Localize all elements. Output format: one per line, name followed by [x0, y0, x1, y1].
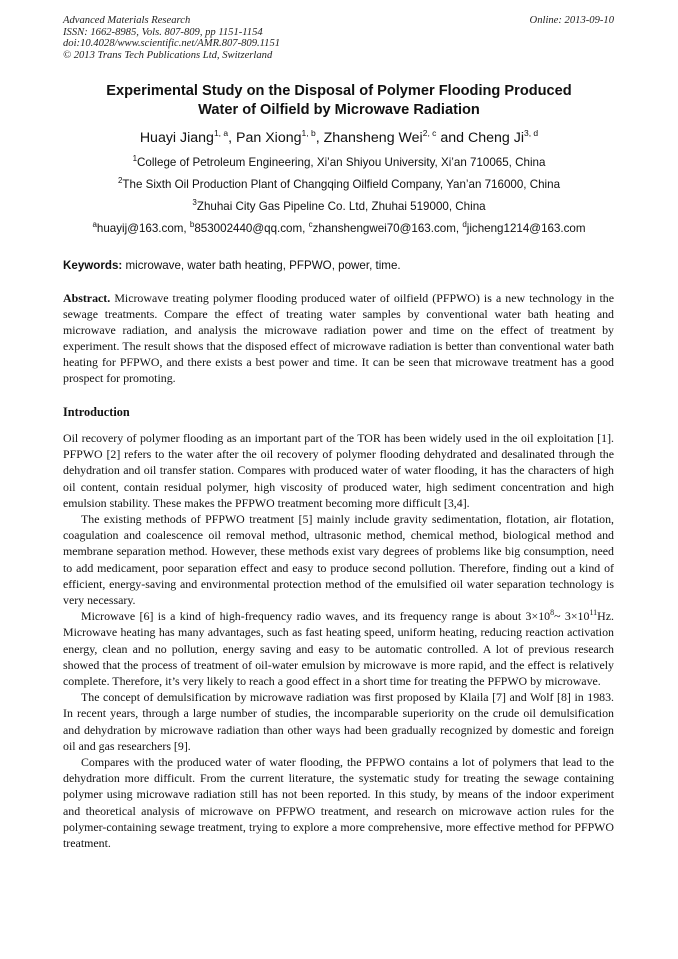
keywords-text: microwave, water bath heating, PFPWO, power, time.	[122, 259, 401, 272]
affiliation-sup: 3	[192, 198, 197, 207]
exponent: 8	[550, 608, 555, 618]
email-sup: b	[189, 220, 195, 229]
paragraph: Compares with the produced water of water flooding, the PFPWO contains a lot of polymers that lead to the dehydration more difficult. From the current literature, the systematic study for treating the sewage containing polymer using microwave radiation still has not been reported. In this study, by means of the indoor experiment and theoretical analysis of microwave on PFPWO treatment, and research on microwave action rules for the polymer-containing sewage treatment, trying to explore a more comprehensive, more effective method for PFPWO treatment.	[63, 755, 614, 851]
copyright-line: © 2013 Trans Tech Publications Ltd, Switzerland	[63, 49, 273, 61]
title-line-2: Water of Oilfield by Microwave Radiation	[198, 101, 480, 118]
affiliation-sup: 2	[117, 176, 123, 185]
affiliation-text: The Sixth Oil Production Plant of Changqing Oilfield Company, Yan’an 716000, China	[122, 178, 561, 191]
email-sup: d	[462, 220, 467, 229]
paragraph: The existing methods of PFPWO treatment [5] mainly include gravity sedimentation, flotation, air flotation, coagulation and coalescence oil removal method, ultrasonic method, chemical method, biological method and membrane separation method. However, these methods exist vary degrees of problems like big consumption, need to add medicament, poor separation effect and easy to produce second pollution. Therefore, finding out a kind of efficient, energy-saving and environmental protection method of the emulsified oil water separation technology is very necessary.	[63, 512, 614, 608]
keywords-label: Keywords:	[63, 259, 123, 272]
section-heading-introduction: Introduction	[63, 405, 130, 419]
email-address: 853002440@qq.com,	[194, 222, 309, 235]
affiliation-3	[20, 200, 658, 214]
author-affil-sup: 3, d	[523, 128, 539, 138]
paragraph: Oil recovery of polymer flooding as an important part of the TOR has been widely used in the oil exploitation [1]. PFPWO [2] refers to the water after the oil recovery of polymer flooding dehydrated and desalinated through the dehydration and oil transfer station. Compares with produced water of water flooding, it has the characters of high oil content, contain residual polymer, high viscosity of produced water, high sediment concentration and high emulsion stability. These makes the PFPWO treatment becoming more difficult [3,4].	[63, 431, 614, 510]
email-address: zhanshengwei70@163.com,	[312, 222, 463, 235]
affiliation-2	[20, 178, 658, 192]
email-sup: a	[92, 220, 97, 229]
email-sup: c	[308, 220, 313, 229]
author-separator: ,	[228, 130, 237, 146]
issn-line: ISSN: 1662-8985, Vols. 807-809, pp 1151-1154	[63, 26, 263, 38]
author-separator: ,	[315, 130, 324, 146]
abstract-label: Abstract.	[63, 291, 111, 305]
keywords	[63, 259, 623, 273]
email-line	[20, 222, 658, 236]
author-name: Cheng Ji	[467, 130, 524, 146]
author-affil-sup: 1, a	[213, 128, 229, 138]
paragraph: The concept of demulsification by microwave radiation was first proposed by Klaila [7] and Wolf [8] in 1983. In recent years, through a large number of studies, the incomparable superiority on the crude oil demulsification and dehydration by microwave radiation than other ways had been gradually recognized by domestic and foreign oil and gas researchers [9].	[63, 690, 614, 753]
author-name: Pan Xiong	[236, 130, 302, 146]
paragraph-text: Microwave [6] is a kind of high-frequency radio waves, and its frequency range is about 3×10	[81, 609, 551, 624]
journal-meta	[63, 15, 280, 61]
introduction-body	[63, 430, 614, 851]
paragraph-text: ~ 3×10	[554, 609, 590, 624]
abstract-text: Microwave treating polymer flooding produced water of oilfield (PFPWO) is a new technology in the sewage treatments. Compare the effect of treating water samples by conventional water bath heating and microwave radiation, and analysis the microwave radiation power and time on the effect of treatment by experiment. The result shows that the disposed effect of microwave radiation is better than conventional water bath heating for PFPWO, and there exists a best power and time. It can be seen that microwave treatment has a good prospect for promoting.	[63, 291, 614, 386]
journal-name: Advanced Materials Research	[63, 15, 191, 26]
title-line-1: Experimental Study on the Disposal of Polymer Flooding Produced	[106, 83, 572, 99]
paragraph	[63, 608, 614, 689]
author-list	[20, 129, 658, 147]
author-name: Zhansheng Wei	[323, 130, 423, 146]
author-affil-sup: 1, b	[301, 128, 316, 138]
author-separator: and	[436, 130, 468, 146]
affiliation-1	[20, 156, 658, 170]
affiliation-text: College of Petroleum Engineering, Xi’an Shiyou University, Xi’an 710065, China	[137, 156, 546, 169]
author-affil-sup: 2, c	[422, 128, 437, 138]
email-address: jicheng1214@163.com	[466, 222, 586, 235]
online-date: Online: 2013-09-10	[529, 15, 614, 26]
affiliation-text: Zhuhai City Gas Pipeline Co. Ltd, Zhuhai 519000, China	[196, 200, 486, 213]
abstract	[63, 290, 614, 387]
author-name: Huayi Jiang	[139, 130, 214, 146]
paragraph-text: Hz. Microwave heating has many advantages, such as fast heating speed, uniform heating, reducing reaction activation energy, clean and no pollution, energy saving and easy to be automatic controlled. A lot of previous research showed that the process of treatment of oil-water emulsion by microwave is more rapid, and the effect is relatively complete. Therefore, it’s very likely to reach a good effect in a short time for treating the PFPWO by microwave.	[63, 609, 614, 689]
doi-line: doi:10.4028/www.scientific.net/AMR.807-809.1151	[63, 38, 281, 50]
email-address: huayij@163.com,	[96, 222, 190, 235]
paper-title	[40, 82, 638, 119]
exponent: 11	[589, 608, 598, 618]
affiliation-sup: 1	[132, 154, 138, 163]
